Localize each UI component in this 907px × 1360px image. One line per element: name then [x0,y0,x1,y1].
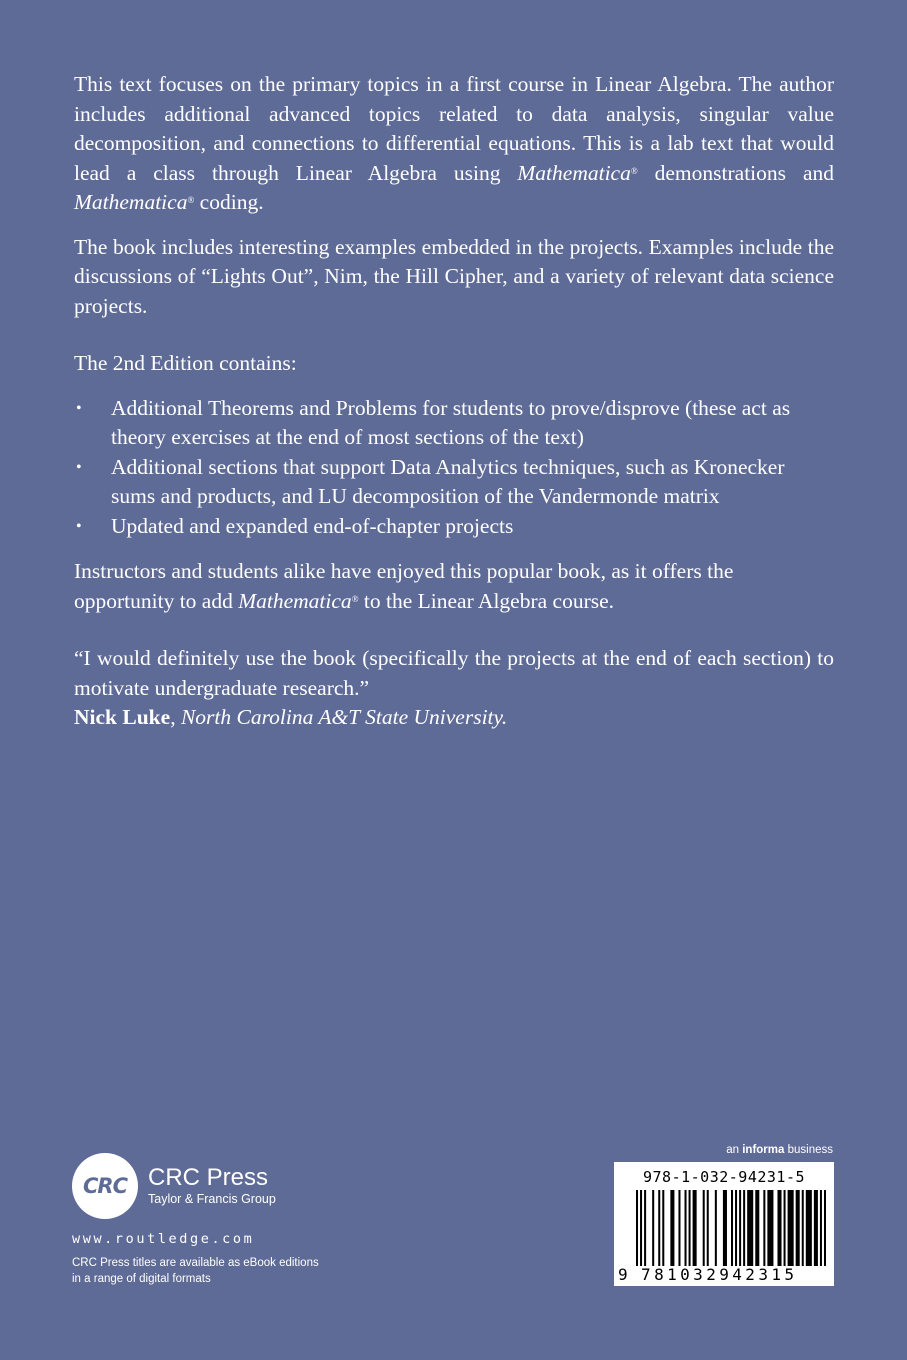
barcode-digits: 9 781032942315 [618,1265,798,1284]
publisher-name: CRC Press [148,1164,269,1191]
edition-contents-list [74,394,834,542]
barcode-bar [802,1190,804,1266]
isbn-barcode [614,1162,834,1286]
barcode-bar [715,1190,717,1266]
barcode-bar [658,1190,660,1266]
barcode-bar [662,1190,664,1266]
quote-attribution: Nick Luke, North Carolina A&T State University. [74,705,508,729]
registered-mark: ® [187,195,195,205]
barcode-bar [824,1190,826,1266]
barcode-bar [755,1190,759,1266]
mathematica-term: Mathematica [74,190,188,214]
description-paragraph-1: This text focuses on the primary topics in a first course in Linear Algebra. The author includes additional advanced topics related to data analysis, singular value decomposition, and connections to differential equations. This is a lab text that would lead a class through Linear Algebra using Mathematica® demonstrations and Mathematica® coding. [74,72,834,214]
list-item: • Updated and expanded end-of-chapter projects [74,512,834,542]
barcode-bar [820,1190,822,1266]
description-paragraph-4: Instructors and students alike have enjoyed this popular book, as it offers the opportunity to add Mathematica® to the Linear Algebra course. [74,559,734,613]
barcode-bar [743,1190,745,1266]
crc-logo-icon: CRC [72,1153,138,1219]
barcode-bar [689,1190,691,1266]
barcode-bar [636,1190,638,1266]
publisher-block [72,1153,319,1287]
barcode-bar [670,1190,674,1266]
barcode-bars [636,1190,826,1266]
publisher-url: www.routledge.com [72,1231,255,1247]
registered-mark: ® [351,593,359,604]
informa-tagline: an informa business [726,1144,833,1156]
barcode-bar [763,1190,765,1266]
barcode-bar [806,1190,812,1266]
quote-affiliation: North Carolina A&T State University. [180,705,508,729]
barcode-bar [777,1190,781,1266]
edition-contents-heading: The 2nd Edition contains: [74,351,297,375]
barcode-bar [652,1190,654,1266]
barcode-bar [703,1190,705,1266]
barcode-bar [693,1190,697,1266]
back-cover-text [74,70,834,733]
barcode-bar [788,1190,794,1266]
mathematica-term: Mathematica [517,160,631,185]
isbn-text: 978-1-032-94231-5 [642,1168,806,1186]
barcode-bar [767,1190,773,1266]
barcode-bar [723,1190,727,1266]
barcode-bar [735,1190,737,1266]
list-item: • Additional Theorems and Problems for students to prove/disprove (these act as theory exercises at the end of most sections of the text) [74,394,834,453]
barcode-bar [644,1190,646,1266]
barcode-bar [796,1190,800,1266]
barcode-bar [814,1190,818,1266]
publisher-group: Taylor & Francis Group [148,1192,276,1206]
barcode-bar [784,1190,786,1266]
publisher-logo [72,1153,319,1219]
mathematica-term: Mathematica [238,588,352,613]
ebook-notice: CRC Press titles are available as eBook editions in a range of digital formats [72,1257,319,1285]
barcode-bar [685,1190,687,1266]
review-quote: “I would definitely use the book (specifically the projects at the end of each section) to motivate undergraduate research.” [74,646,834,700]
quote-author: Nick Luke [74,705,171,729]
registered-mark: ® [630,165,638,176]
barcode-bar [707,1190,709,1266]
barcode-bar [747,1190,753,1266]
barcode-bar [678,1190,680,1266]
barcode-bar [731,1190,733,1266]
barcode-bar [739,1190,741,1266]
barcode-bar [640,1190,642,1266]
list-item: • Additional sections that support Data Analytics techniques, such as Kronecker sums and products, and LU decomposition of the Vandermonde matrix [74,453,834,512]
description-paragraph-2: The book includes interesting examples embedded in the projects. Examples include the discussions of “Lights Out”, Nim, the Hill Cipher, and a variety of relevant data science projects. [74,234,834,318]
